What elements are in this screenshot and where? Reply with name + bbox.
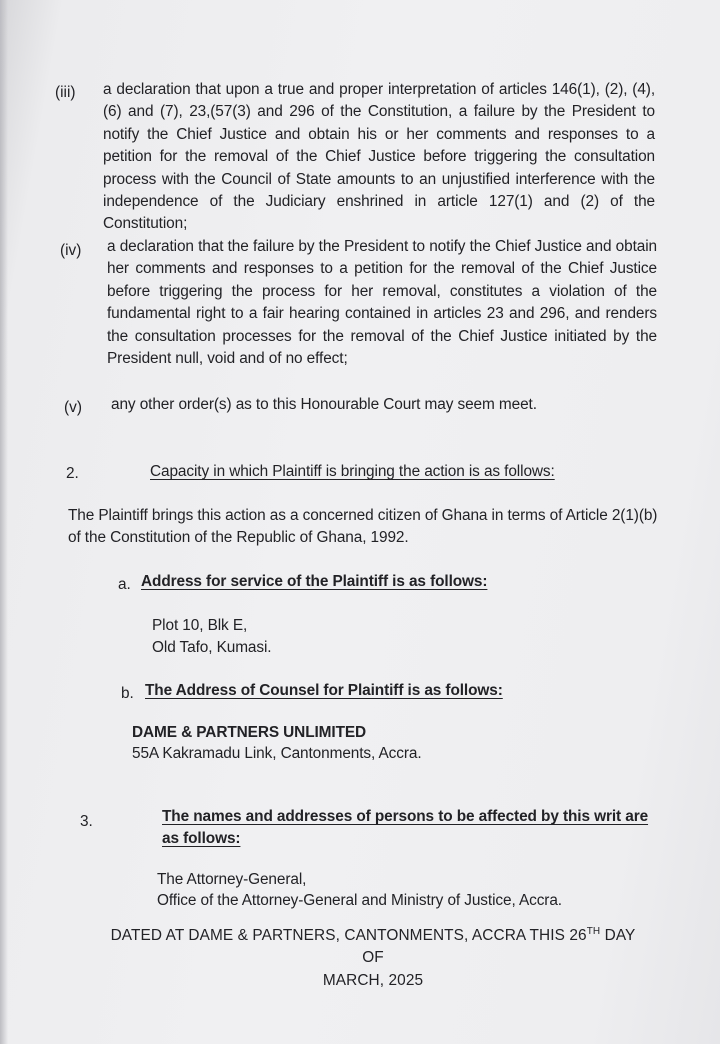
subsection-b-heading: The Address of Counsel for Plaintiff is as follows: — [145, 682, 503, 699]
section-2-heading: Capacity in which Plaintiff is bringing the action is as follows: — [150, 463, 555, 480]
item-iv-number: (iv) — [60, 242, 82, 259]
plaintiff-address-line-1: Plot 10, Blk E, — [152, 617, 248, 634]
section-2-body: The Plaintiff brings this action as a concerned citizen of Ghana in terms of Article 2(1)(b) of the Constitution of the Republic of Ghana, 1992. — [68, 507, 658, 547]
item-iii-text: a declaration that upon a true and proper interpretation of articles 146(1), (2), (4), (6) and (7), 23,(57(3) and 296 of the Constitution, a failure by the President to notify the Chief Justice and obtain his or her comments and responses to a petition for the removal of the Chief Justice before triggering the consultation process with the Council of State amounts to an unjustified interference with the independence of the Judiciary enshrined in article 127(1) and (2) of the Constitution; — [103, 81, 655, 233]
section-3-number: 3. — [80, 813, 93, 830]
affected-party-line-2: Office of the Attorney-General and Ministry of Justice, Accra. — [157, 892, 562, 909]
subsection-a-heading: Address for service of the Plaintiff is as follows: — [141, 573, 488, 590]
item-v-number: (v) — [64, 399, 82, 416]
page-shadow-edge — [0, 0, 8, 1044]
plaintiff-address-line-2: Old Tafo, Kumasi. — [152, 639, 272, 656]
counsel-address: 55A Kakramadu Link, Cantonments, Accra. — [132, 745, 422, 762]
dated-line: DATED AT DAME & PARTNERS, CANTONMENTS, ACCRA THIS 26TH DAY OF MARCH, 2025 — [110, 925, 636, 989]
section-2-number: 2. — [66, 465, 79, 482]
subsection-b-letter: b. — [121, 685, 134, 702]
counsel-firm-name: DAME & PARTNERS UNLIMITED — [132, 724, 367, 741]
item-v-text: any other order(s) as to this Honourable Court may seem meet. — [111, 396, 537, 413]
item-iv-text: a declaration that the failure by the President to notify the Chief Justice and obtain her comments and responses to a petition for the removal of the Chief Justice before triggering the process for her removal, constitutes a violation of the fundamental right to a fair hearing contained in articles 23 and 296, and renders the consultation processes for the removal of the Chief Justice initiated by the President null, void and of no effect; — [107, 238, 657, 368]
subsection-a-letter: a. — [118, 576, 131, 593]
affected-party-line-1: The Attorney-General, — [157, 871, 307, 888]
section-3-heading: The names and addresses of persons to be affected by this writ are as follows: — [162, 808, 649, 848]
item-iii-number: (iii) — [55, 84, 76, 101]
